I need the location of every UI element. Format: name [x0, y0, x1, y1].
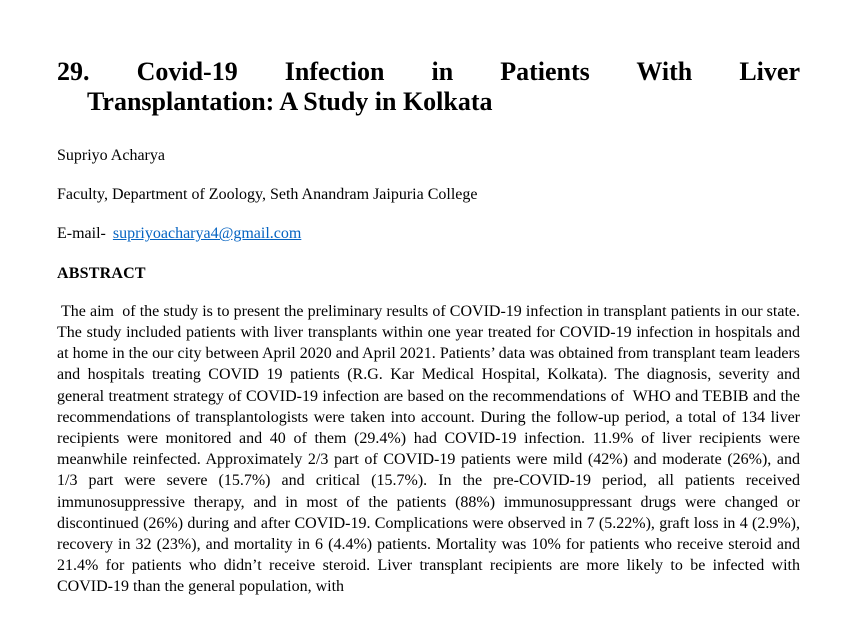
email-line: [57, 223, 800, 244]
author-name: Supriyo Acharya: [57, 147, 165, 164]
email-label: E-mail-: [57, 225, 106, 243]
email-link[interactable]: supriyoacharya4@gmail.com: [112, 225, 302, 243]
paper-title-line2: Transplantation: A Study in Kolkata: [87, 87, 493, 116]
paper-number: 29.: [57, 57, 90, 86]
paper-title-line1-text: Covid-19 Infection in Patients With Liver: [136, 57, 800, 86]
paper-title: [57, 57, 800, 117]
author-affiliation: Faculty, Department of Zoology, Seth Anandram Jaipuria College: [57, 186, 478, 204]
abstract-text: The aim of the study is to present the preliminary results of COVID-19 infection in transplant patients in our state. The study included patients with liver transplants within one year treated for COVID-19 infection in hospitals and at home in the our city between April 2020 and April 2021. Patients’ data was obtained from transplant team leaders and hospitals treating COVID 19 patients (R.G. Kar Medical Hospital, Kolkata). The diagnosis, severity and general treatment strategy of COVID-19 infection are based on the recommendations of WHO and TEBIB and the recommendations of transplantologists were taken into account. During the follow-up period, a total of 134 liver recipients were monitored and 40 of them (29.4%) had COVID-19 infection. 11.9% of liver recipients were meanwhile reinfected. Approximately 2/3 part of COVID-19 patients were mild (42%) and moderate (26%), and 1/3 part were severe (15.7%) and critical (15.7%). In the pre-COVID-19 period, all patients received immunosuppressive therapy, and in most of the patients (88%) immunosuppressant drugs were changed or discontinued (26%) during and after COVID-19. Complications were observed in 7 (5.22%), graft loss in 4 (2.9%), recovery in 32 (23%), and mortality in 6 (4.4%) patients. Mortality was 10% for patients who receive steroid and 21.4% for patients who didn’t receive steroid. Liver transplant recipients are more likely to be infected with COVID-19 than the general population, with: [57, 302, 800, 596]
paper-title-line1: [57, 57, 800, 87]
abstract-heading: ABSTRACT: [57, 264, 146, 282]
